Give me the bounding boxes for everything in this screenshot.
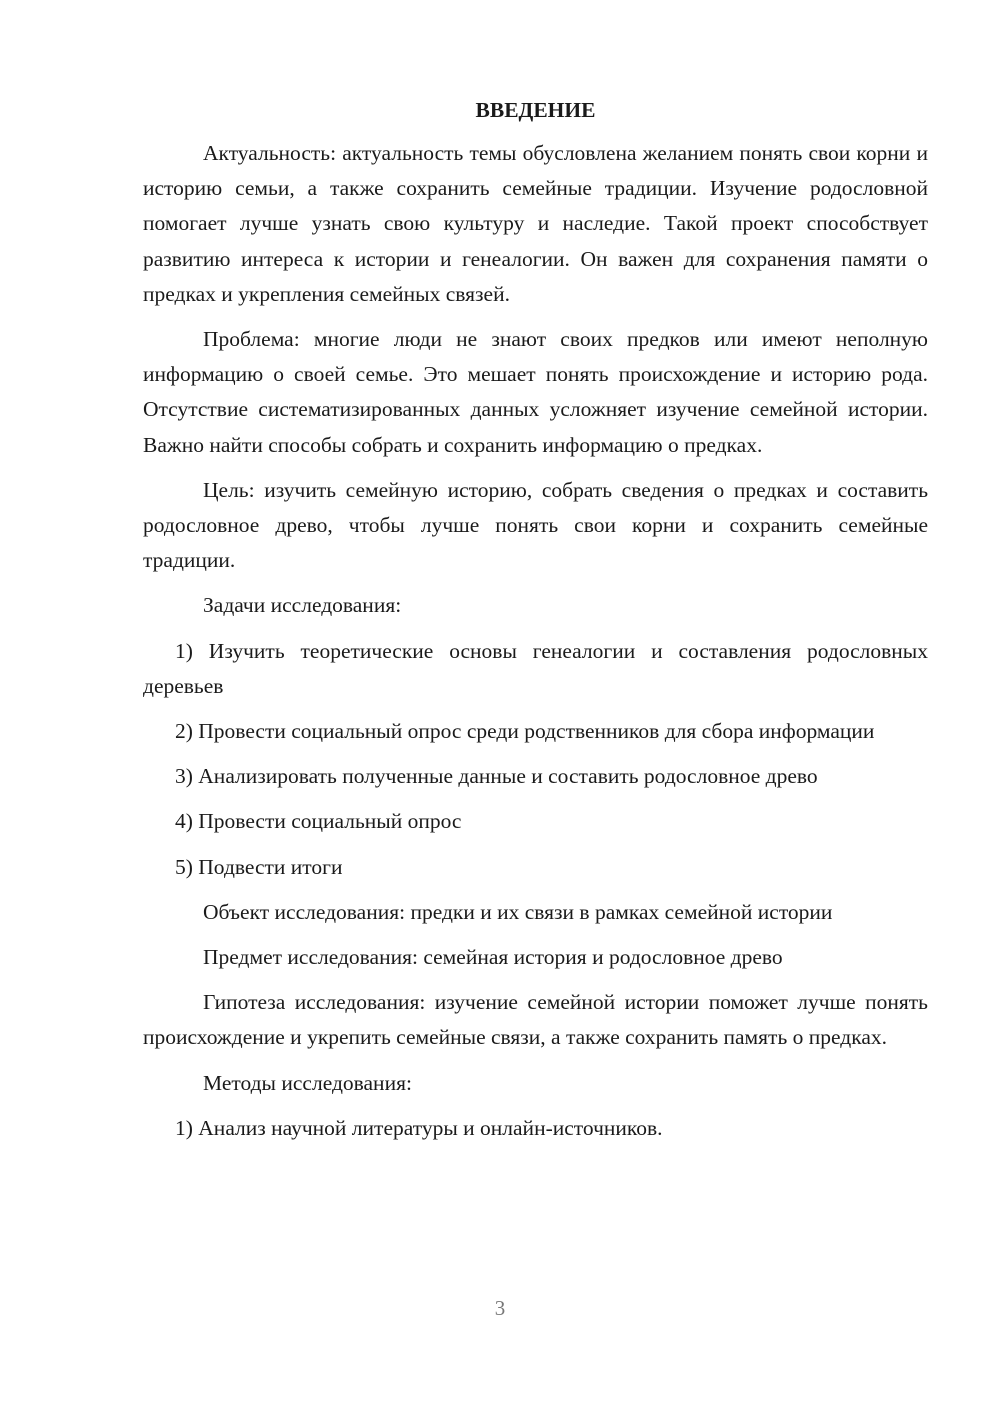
task-item-3: 3) Анализировать полученные данные и составить родословное древо [175, 764, 818, 789]
hypothesis-paragraph: Гипотеза исследования: изучение семейной истории поможет лучше понять происхождение и укрепить семейные связи, а также сохранить память о предках. [143, 990, 928, 1050]
task-item-5: 5) Подвести итоги [175, 854, 343, 879]
task-item-2: 2) Провести социальный опрос среди родственников для сбора информации [175, 719, 875, 744]
tasks-heading: Задачи исследования: [203, 593, 402, 618]
page-number: 3 [494, 1296, 506, 1320]
task-item-1: 1) Изучить теоретические основы генеалогии и составления родословных деревьев [143, 638, 928, 698]
relevance-paragraph: Актуальность: актуальность темы обусловлена желанием понять свои корни и историю семьи, а также сохранить семейные традиции. Изучение родословной помогает лучше узнать свою культуру и наследие. Такой проект способствует развитию интереса к истории и генеалогии. Он важен для сохранения памяти о предках и укрепления семейных связей. [143, 141, 928, 306]
document-page [143, 94, 928, 1156]
method-item-1: 1) Анализ научной литературы и онлайн-источников. [175, 1115, 663, 1140]
problem-paragraph: Проблема: многие люди не знают своих предков или имеют неполную информацию о своей семье. Это мешает понять происхождение и историю рода. Отсутствие систематизированных данных усложняет изучение семейной истории. Важно найти способы собрать и сохранить информацию о предках. [143, 327, 928, 457]
object-line: Объект исследования: предки и их связи в рамках семейной истории [203, 899, 833, 924]
section-title: ВВЕДЕНИЕ [475, 98, 596, 122]
task-item-4: 4) Провести социальный опрос [175, 809, 462, 834]
methods-heading: Методы исследования: [203, 1070, 412, 1095]
subject-line: Предмет исследования: семейная история и родословное древо [203, 945, 783, 970]
goal-paragraph: Цель: изучить семейную историю, собрать сведения о предках и составить родословное древо, чтобы лучше понять свои корни и сохранить семейные традиции. [143, 477, 928, 573]
